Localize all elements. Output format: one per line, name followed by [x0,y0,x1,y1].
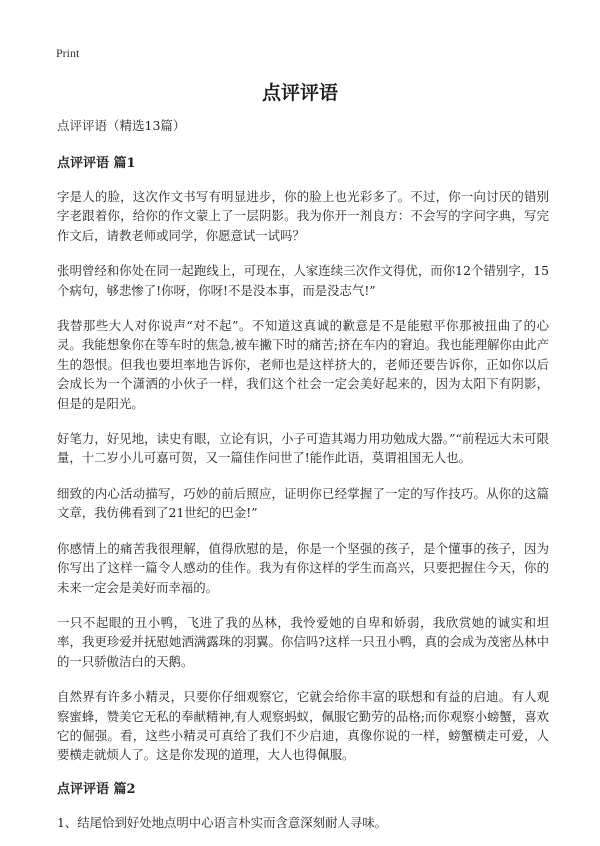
paragraph: 我替那些大人对你说声“对不起”。不知道这真诚的歉意是不是能慰平你那被扭曲了的心灵。我能想象你在等车时的焦急,被车撇下时的痛苦;挤在车内的窘迫。我也能理解你由此产生的怨恨。但我也要坦率地告诉你，老师也是这样挤大的，老师还要告诉你，正如你以后会成长为一个潇洒的小伙子一样，我们这个社会一定会美好起来的，因为太阳下有阴影，但是的是阳光。 [57,318,549,411]
paragraph: 1、结尾恰到好处地点明中心语言朴实而含意深刻耐人寻味。 [57,814,388,830]
article-body [57,117,549,846]
paragraph: 一只不起眼的丑小鸭，飞进了我的丛林，我怜爱她的自卑和娇弱，我欣赏她的诚实和坦率，我更珍爱并抚慰她洒满露珠的羽翼。你信吗?这样一只丑小鸭，真的会成为茂密丛林中的一只骄傲洁白的天鹅。 [57,614,549,669]
paragraph: 细致的内心活动描写，巧妙的前后照应，证明你已经掌握了一定的写作技巧。从你的这篇文章，我仿佛看到了21世纪的巴金!” [57,485,549,521]
section-1 [57,155,549,765]
paragraph: 好笔力，好见地，读史有眼，立论有识，小子可造其竭力用功勉成大器。”“前程远大未可限量，十二岁小儿可嘉可贺，又一篇佳作问世了!能作此语，莫谓祖国无人也。 [57,431,549,466]
section-2 [57,781,549,832]
paragraph: 你感情上的痛苦我很理解，值得欣慰的是，你是一个坚强的孩子，是个懂事的孩子，因为你写出了这样一篇令人感动的佳作。我为有你这样的学生而高兴，只要把握住今天，你的未来一定会是美好而幸福的。 [57,540,549,595]
paragraph: 自然界有许多小精灵，只要你仔细观察它，它就会给你丰富的联想和有益的启迪。有人观察蜜蜂，赞美它无私的奉献精神,有人观察蚂蚁，佩服它勤劳的品格;而你观察小螃蟹，喜欢它的倔强。看，这些小精灵可真给了我们不少启迪，真像你说的一样，螃蟹横走可爱，人要横走就烦人了。这是你发现的道理，大人也得佩服。 [57,689,549,763]
section-heading: 点评评语 篇2 [57,781,136,797]
paragraph: 张明曾经和你处在同一起跑线上，可现在，人家连续三次作文得优，而你12个错别字，15个病句，够悲惨了!你呀，你呀!不是没本事，而是没志气!” [57,263,549,298]
paragraph: 字是人的脸，这次作文书写有明显进步，你的脸上也光彩多了。不过，你一向讨厌的错别字老跟着你，给你的作文蒙上了一层阴影。我为你开一剂良方：不会写的字问字典，写完作文后，请教老师或同学，你愿意试一试吗？ [57,189,549,243]
print-link[interactable]: Print [56,46,80,60]
page-title: 点评评语 [261,82,338,104]
section-heading: 点评评语 篇1 [57,156,136,171]
article-subtitle: 点评评语（精选13篇） [57,118,186,133]
